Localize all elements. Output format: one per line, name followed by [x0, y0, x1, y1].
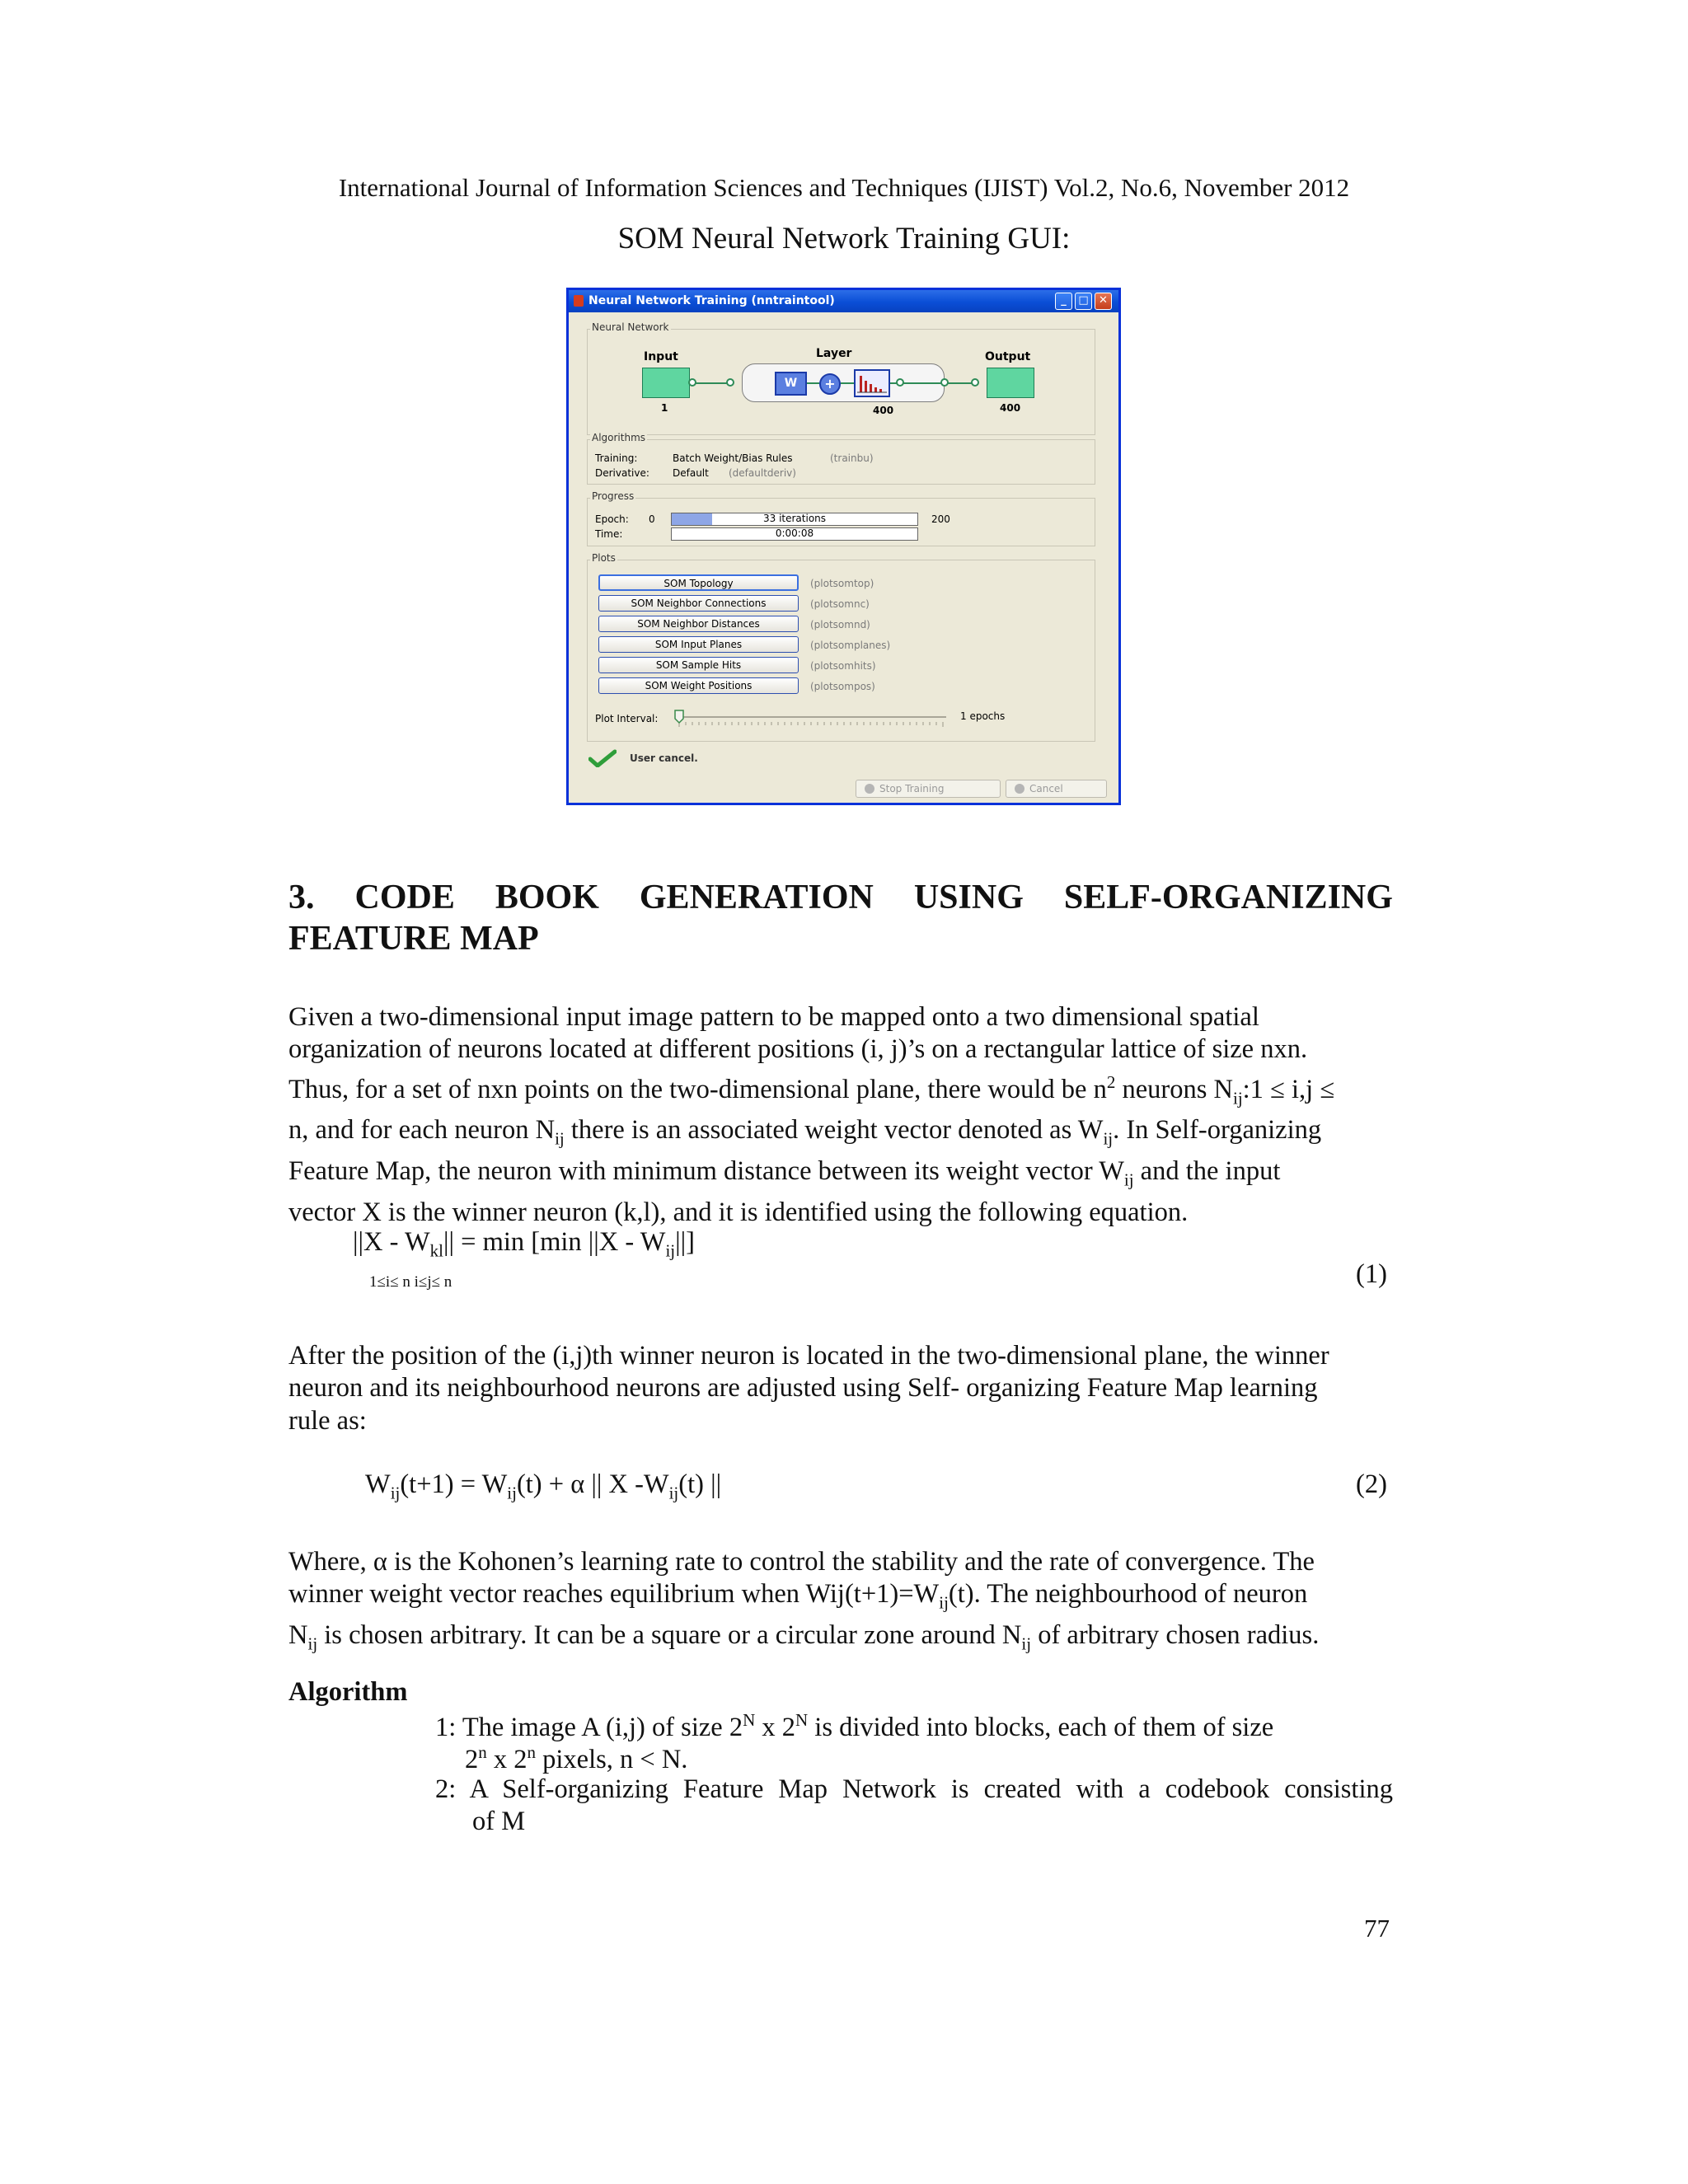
som-neighbor-connections-function: (plotsomnc)	[810, 598, 870, 610]
stop-training-label: Stop Training	[879, 783, 945, 794]
section-heading-line2: FEATURE MAP	[288, 920, 539, 958]
section-word: SELF-ORGANIZING	[1063, 879, 1393, 916]
som-sample-hits-function: (plotsomhits)	[810, 660, 876, 672]
epoch-label: Epoch:	[595, 513, 629, 525]
text-run: Feature Map, the neuron with minimum distance between its weight vector W	[288, 1156, 1124, 1187]
section-word: BOOK	[495, 879, 599, 916]
som-input-planes-button[interactable]: SOM Input Planes	[598, 636, 799, 653]
epoch-progress-bar	[671, 513, 918, 526]
derivative-function: (defaultderiv)	[729, 467, 796, 479]
paragraph-line: organization of neurons located at different positions (i, j)’s on a rectangular lattice of size nxn.	[288, 1034, 1308, 1065]
eq-text: ||X - W	[353, 1227, 430, 1257]
layer-out-port	[940, 378, 949, 387]
status-text: User cancel.	[630, 752, 698, 764]
plot-interval-label: Plot Interval:	[595, 713, 659, 724]
epoch-progress-fill	[672, 513, 712, 525]
cancel-button[interactable]	[1006, 780, 1107, 798]
epoch-progress-text: 33 iterations	[762, 513, 827, 524]
paragraph-line: After the position of the (i,j)th winner neuron is located in the two-dimensional plane, the winner	[288, 1341, 1329, 1371]
text-run: winner weight vector reaches equilibrium when Wij(t+1)=W	[288, 1579, 940, 1610]
epoch-start: 0	[649, 513, 655, 525]
layer-label: Layer	[816, 347, 852, 360]
plot-interval-value: 1 epochs	[960, 710, 1006, 722]
text-run: is divided into blocks, each of them of size	[808, 1712, 1274, 1742]
som-topology-function: (plotsomtop)	[810, 578, 874, 589]
weight-connector	[807, 382, 819, 384]
output-size: 400	[1000, 402, 1021, 414]
superscript: N	[795, 1710, 809, 1730]
algorithm-step-2: 2: A Self-organizing Feature Map Network is created with a codebook consisting	[435, 1774, 1393, 1804]
som-sample-hits-button[interactable]: SOM Sample Hits	[598, 657, 799, 673]
text-run: there is an associated weight vector denoted as W	[564, 1115, 1104, 1146]
text-run: n, and for each neuron N	[288, 1115, 556, 1146]
subscript: ij	[555, 1128, 565, 1149]
check-icon	[588, 749, 617, 767]
competitive-transfer-icon	[856, 371, 889, 396]
paragraph-line	[288, 1619, 1393, 1661]
som-neighbor-connections-button[interactable]: SOM Neighbor Connections	[598, 595, 799, 612]
som-topology-button[interactable]: SOM Topology	[598, 574, 799, 591]
text-run: neurons N	[1115, 1074, 1233, 1104]
paragraph-1	[288, 1001, 1393, 1229]
equation-2-number: (2)	[1356, 1469, 1387, 1499]
time-label: Time:	[595, 528, 623, 540]
stop-icon	[865, 784, 874, 794]
text-run: 1: The image A (i,j) of size 2	[435, 1712, 743, 1742]
training-function: (trainbu)	[830, 452, 874, 464]
section-word: CODE	[354, 879, 455, 916]
text-run: of arbitrary chosen radius.	[1031, 1620, 1320, 1651]
maximize-icon[interactable]: □	[1075, 293, 1092, 310]
paragraph-2	[288, 1340, 1393, 1437]
section-heading	[288, 877, 1393, 959]
eq-subscript: ij	[390, 1483, 401, 1503]
sum-connector	[841, 382, 854, 384]
eq-subscript: ij	[665, 1240, 676, 1261]
algorithm-heading: Algorithm	[288, 1677, 408, 1707]
text-run: x 2	[486, 1744, 528, 1774]
text-run: and the input	[1133, 1156, 1281, 1187]
output-box	[987, 368, 1034, 398]
stop-training-button[interactable]	[856, 780, 1001, 798]
subscript: ij	[307, 1633, 318, 1654]
superscript: n	[478, 1742, 487, 1762]
matlab-icon	[574, 295, 584, 307]
algorithm-step-2-cont: of M	[472, 1807, 526, 1836]
layer-size: 400	[873, 405, 894, 416]
window-title: Neural Network Training (nntraintool)	[588, 294, 835, 307]
section-word: USING	[913, 879, 1024, 916]
section-word: GENERATION	[639, 879, 874, 916]
weight-box: W	[775, 372, 807, 396]
subscript: ij	[1232, 1087, 1243, 1108]
text-run: Thus, for a set of nxn points on the two-dimensional plane, there would be n	[288, 1074, 1107, 1104]
eq-subscript: ij	[668, 1483, 679, 1503]
eq-subscript: ij	[507, 1483, 517, 1503]
subscript: ij	[1123, 1169, 1134, 1190]
eq-text: (t) ||	[678, 1469, 722, 1499]
text-run: is chosen arbitrary. It can be a square or a circular zone around N	[317, 1620, 1022, 1651]
cancel-label: Cancel	[1029, 783, 1063, 794]
paragraph-3	[288, 1546, 1393, 1661]
close-icon[interactable]: ✕	[1095, 293, 1112, 310]
equation-1-number: (1)	[1356, 1259, 1387, 1289]
output-in-port	[971, 378, 979, 387]
eq-text: || = min [min ||X - W	[443, 1227, 666, 1257]
section-number: 3.	[288, 879, 315, 916]
running-header: International Journal of Information Sciences and Techniques (IJIST) Vol.2, No.6, November 2012	[338, 173, 1350, 202]
som-input-planes-function: (plotsomplanes)	[810, 640, 891, 651]
eq-text: W	[365, 1469, 391, 1499]
paragraph-line	[288, 1578, 1393, 1619]
neural-network-group-label: Neural Network	[592, 321, 669, 333]
text-run: x 2	[755, 1712, 795, 1742]
derivative-label: Derivative:	[595, 467, 649, 479]
superscript: n	[527, 1742, 536, 1762]
nntraintool-window	[566, 288, 1121, 805]
paragraph-line: Where, α is the Kohonen’s learning rate to control the stability and the rate of convergence. The	[288, 1547, 1315, 1577]
som-weight-positions-function: (plotsompos)	[810, 681, 875, 692]
som-neighbor-distances-function: (plotsomnd)	[810, 619, 870, 630]
paragraph-line	[288, 1114, 1393, 1155]
training-label: Training:	[595, 452, 638, 464]
plots-group-label: Plots	[592, 552, 616, 564]
figure-caption: SOM Neural Network Training GUI:	[617, 222, 1071, 255]
eq-text: ||]	[675, 1227, 695, 1257]
transfer-function-box	[854, 369, 890, 397]
som-weight-positions-button[interactable]: SOM Weight Positions	[598, 677, 799, 694]
training-value: Batch Weight/Bias Rules	[673, 452, 793, 464]
equation-2	[365, 1469, 721, 1504]
text-run: . In Self-organizing	[1113, 1115, 1322, 1146]
plot-interval-slider[interactable]	[674, 709, 950, 729]
eq-text: (t) + α || X -W	[516, 1469, 669, 1499]
algorithm-step-1	[435, 1710, 1393, 1743]
text-run: 2	[465, 1744, 479, 1774]
text-run: :1 ≤ i,j ≤	[1242, 1074, 1335, 1104]
input-box	[642, 368, 690, 398]
time-value: 0:00:08	[775, 527, 814, 539]
eq-text: (t+1) = W	[400, 1469, 508, 1499]
input-port	[688, 378, 696, 387]
tf-out-port	[896, 378, 904, 387]
equation-1-limits: 1≤i≤ n i≤j≤ n	[369, 1273, 452, 1291]
page-number: 77	[1364, 1914, 1390, 1943]
sum-node: +	[819, 373, 841, 395]
eq-subscript: kl	[429, 1240, 443, 1261]
input-label: Input	[644, 350, 678, 363]
cancel-icon	[1015, 784, 1025, 794]
som-neighbor-distances-button[interactable]: SOM Neighbor Distances	[598, 616, 799, 632]
minimize-icon[interactable]: _	[1055, 293, 1072, 310]
subscript: ij	[1021, 1633, 1032, 1654]
derivative-value: Default	[673, 467, 709, 479]
paragraph-line: vector X is the winner neuron (k,l), and it is identified using the following equation.	[288, 1197, 1189, 1227]
epoch-max: 200	[931, 513, 950, 525]
paragraph-line: rule as:	[288, 1405, 367, 1436]
algorithms-group-label: Algorithms	[592, 432, 646, 443]
paragraph-line	[288, 1155, 1393, 1197]
text-run: (t). The neighbourhood of neuron	[948, 1579, 1308, 1610]
superscript: 2	[1106, 1071, 1116, 1092]
slider-track-icon	[674, 709, 950, 729]
output-label: Output	[985, 350, 1031, 363]
layer-in-port	[726, 378, 734, 387]
progress-group-label: Progress	[592, 490, 635, 502]
subscript: ij	[1103, 1128, 1114, 1149]
title-bar	[569, 290, 1118, 312]
paragraph-line: neuron and its neighbourhood neurons are adjusted using Self- organizing Feature Map learning	[288, 1373, 1318, 1404]
superscript: N	[743, 1710, 756, 1730]
section-heading-line1	[288, 877, 1393, 918]
paragraph-line	[288, 1066, 1393, 1115]
equation-1	[353, 1227, 695, 1262]
time-bar	[671, 527, 918, 541]
subscript: ij	[939, 1592, 949, 1613]
algorithm-step-1-cont	[465, 1742, 687, 1775]
input-size: 1	[661, 402, 668, 414]
text-run: pixels, n < N.	[536, 1744, 688, 1774]
text-run: N	[288, 1620, 308, 1651]
paragraph-line: Given a two-dimensional input image pattern to be mapped onto a two dimensional spatial	[288, 1002, 1259, 1032]
